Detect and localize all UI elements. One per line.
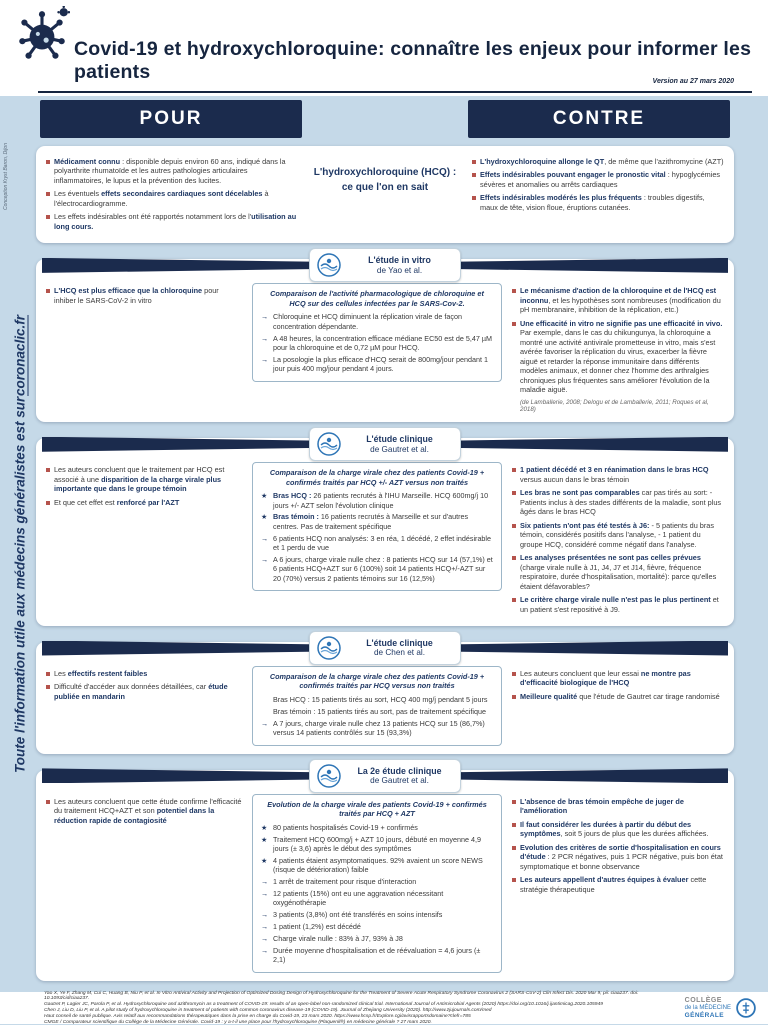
list-item: Les éventuels effets secondaires cardiaques sont décelables à l'électrocardiogramme. [46,189,298,208]
list-item: Il faut considérer les durées à partir du début des symptômes, soit 5 jours de plus que les durées affichées. [512,820,724,839]
bullet-square-icon [512,672,516,676]
reference-line: CMGE / Comparateur scientifique du Collège de la Médecine Générale. Covid-19 : y a-t-il une place pour l'hydroxychloroquine (Plaquenil®) en médecine générale ? 27 mars 2020. [44,1019,432,1025]
bullet-square-icon [512,823,516,827]
list-item: Effets indésirables modérés les plus fréquents : troubles digestifs, maux de tête, vision floue, éruptions cutanées. [472,193,724,212]
bullet-square-icon [46,215,50,219]
page-header [0,0,768,96]
study-title: L'étude clinique de Gautret et al. [366,434,433,454]
study-badge [309,427,461,461]
list-item: Le critère charge virale nulle n'est pas le plus pertinent et un patient s'est repositivé à J9. [512,595,724,614]
page-title: Covid-19 et hydroxychloroquine: connaître les enjeux pour informer les patients [74,38,752,83]
pour-column [46,666,242,746]
list-item: Médicament connu : disponible depuis environ 60 ans, indiqué dans la polyarthrite rhumatoïde et les autres pathologies articulaires inflammatoires, le lupus et la prévention des lucites. [46,157,298,185]
study-banner [42,427,728,461]
study-finding: → 1 arrêt de traitement pour risque d'interaction [261,877,417,887]
banner-wing-left [42,768,309,783]
list-item: Une efficacité in vitro ne signifie pas une efficacité in vivo. Par exemple, dans le cas du chikungunya, la chloroquine a montré une activité antivirale prometteuse in vitro, mais s'est avérée favoriser la réplication du virus, exacerber la fièvre aiguë et retarder la réponse immunitaire dans différents modèles animaux, et donner chez l'homme des arthralgies chroniques plus fréquentes sans améliorer l'évolution de la maladie aiguë. [512,319,724,395]
bullet-square-icon [512,524,516,528]
study-finding: → Chloroquine et HCQ diminuent la réplication virale de façon concentration dépendante. [261,312,462,331]
bullet-square-icon [512,491,516,495]
list-item: Meilleure qualité que l'étude de Gautret car tirage randomisé [512,692,724,701]
bullet-square-icon [46,800,50,804]
page-footer [0,992,768,1024]
banner-wing-right [461,768,728,783]
list-item: 1 patient décédé et 3 en réanimation dans le bras HCQ versus aucun dans le bras témoin [512,465,724,484]
contre-column [472,154,724,235]
bullet-square-icon [512,695,516,699]
reference-line: Gautret P, Lagier JC, Parola P, et al. Hydroxychloroquine and azithromycin as a treatment of COVID-19: results of an open-label non-randomized clinical trial. International Journal of Antimicrobial Agents (2020) https://doi.org/10.1016/j.ijantimicag.2020.105949 [44,1002,603,1008]
institute-logo-icon [317,636,341,660]
bullet-square-icon [46,192,50,196]
section-yao-study [36,255,734,422]
study-finding: ★ 80 patients hospitalisés Covid-19 + confirmés [261,822,418,832]
section-gautret-study [36,434,734,626]
pour-header: POUR [40,100,302,138]
study-finding: → Charge virale nulle : 83% à J7, 93% à J8 [261,933,403,943]
list-item: Les analyses présentées ne sont pas celles prévues (charge virale nulle à J1, J4, J7 et J14, fièvre, fréquence respiratoire, durée d'hospitalisation, mortalité): parce qu'elles étaient défavorables? [512,553,724,591]
pour-contre-bar [36,100,734,138]
list-item: Six patients n'ont pas été testés à J6: - 5 patients du bras témoin, considérés positifs dans l'analyse, - 1 patient du groupe HCQ, considéré comme négatif dans l'analyse. [512,521,724,549]
bullet-square-icon [512,322,516,326]
study-title: L'étude in vitro de Yao et al. [368,255,431,275]
bullet-square-icon [512,878,516,882]
banner-wing-left [42,258,309,273]
study-finding: ★ Bras HCQ : 26 patients recrutés à l'IHU Marseille. HCQ 600mg/j 10 jours +/- AZT selon l'évolution clinique [261,491,489,510]
ihu-mediterranee-infection-logo-icon [317,764,341,788]
bullet-square-icon [472,173,476,177]
bullet-square-icon [46,685,50,689]
study-finding: → La posologie la plus efficace d'HCQ serait de 800mg/jour pendant 1 jour puis 400 mg/jour pendant 4 jours. [261,354,489,374]
references [44,991,675,1025]
bullet-square-icon [46,468,50,472]
banner-wing-right [461,437,728,452]
study-summary-box: Comparaison de la charge virale chez des patients Covid-19 + confirmés traités par HCQ +/- AZT versus non traités ★ Bras HCQ : 26 patients recrutés à l'IHU Marseille. HCQ 600mg/j 10 jours +/- AZT selon l'évolution clinique ★ Bras témoin : 16 patients recrutés à Marseille et sur d'autres centres. Pas de traitement spécifique → 6 patients HCQ non analysés: 3 en réa, 1 décédé, 2 effet indésirable et 1 perdu de vue → A 6 jours, charge virale nulle chez : 8 patients HCQ sur 14 (57,1%) et 6 patients HCQ+AZT sur 6 (100%) soit 14 patients HCQ+/-AZT sur 20 (70%) versus 2 patients témoins sur 16 (12,5%) [252,462,502,591]
list-item: Le mécanisme d'action de la chloroquine et de l'HCQ est inconnu, et les hypothèses sont nombreuses (modification du pH membranaire, inhibition de la réplication, etc.) [512,286,724,314]
sidebar-coronaclic-banner: Toute l'information utile aux médecins généralistes est sur coronaclic.fr [12,315,28,773]
bullet-square-icon [512,289,516,293]
pour-column [46,283,242,414]
study-finding: → 1 patient (1,2%) est décédé [261,922,361,932]
banner-wing-right [461,258,728,273]
contre-column [512,794,724,973]
bullet-square-icon [46,672,50,676]
list-item: Les auteurs concluent que le traitement par HCQ est associé à une disparition de la charge virale plus importante que dans le groupe témoin [46,465,242,493]
pour-column [46,154,298,235]
bullet-square-icon [46,501,50,505]
credit-label: Conception Kryst Baron, Dijon [3,143,9,210]
study-banner [42,759,728,793]
study-badge [309,248,461,282]
ihu-mediterranee-infection-logo-icon [317,432,341,456]
college-medecine-generale-logo [685,997,756,1018]
main-content [36,100,734,981]
study-finding: → 12 patients (15%) ont eu une aggravation nécessitant oxygénothérapie [261,889,444,908]
list-item: Effets indésirables pouvant engager le pronostic vital : hypoglycémies sévères et anomalies ou arrêts cardiaques [472,170,724,189]
bullet-square-icon [512,468,516,472]
bullet-square-icon [472,160,476,164]
pour-column [46,794,242,973]
list-item: Les bras ne sont pas comparables car pas tirés au sort: - Patients inclus à des stades différents de la maladie, sont plus âgés dans le bras HCQ [512,488,724,516]
study-summary-box: Comparaison de la charge virale chez des patients Covid-19 + confirmés traités par HCQ versus non traités Bras HCQ : 15 patients tirés au sort, HCQ 400 mg/j pendant 5 jours Bras témoin : 15 patients tirés au sort, pas de traitement spécifique → A 7 jours, charge virale nulle chez 13 patients HCQ sur 15 (86,7%) versus 14 patients contrôlés sur 15 (93,3%) [252,666,502,746]
list-item: Les effets indésirables ont été rapportés notamment lors de l'utilisation au long cours. [46,212,298,231]
section-gautret2-study [36,765,734,981]
reference-line: Yao X, Ye F, Zhang M, Cui C, Huang B, Niu P, et al. In Vitro Antiviral Activity and Projection of Optimized Dosing Design of Hydroxychloroquine for the Treatment of Severe Acute Respiratory Syndrome Coronavirus 2 (SARS-CoV-2) Clin Infect Dis. 2020 Mar 9; pii: ciaa237. doi: 10.1093/cid/ciaa237. [44,990,639,1002]
contre-column [512,462,724,618]
study-finding: → 3 patients (3,8%) ont été transférés en soins intensifs [261,910,443,920]
bullet-square-icon [512,556,516,560]
list-item: L'absence de bras témoin empêche de juger de l'amélioration [512,797,724,816]
coronaclic-link: coronaclic.fr [12,315,28,397]
study-title: L'étude clinique de Chen et al. [366,637,433,658]
list-item: L'HCQ est plus efficace que la chloroquine pour inhiber le SARS-CoV-2 in vitro [46,286,242,305]
caduceus-icon [736,998,756,1018]
version-label: Version au 27 mars 2020 [652,78,734,85]
list-item: Difficulté d'accéder aux données détaillées, car étude publiée en mandarin [46,682,242,701]
header-divider [38,91,752,93]
reference-line: Chen J, Liu D, Liu P, et al. A pilot study of hydroxychloroquine in treatment of patients with common coronavirus disease-19 (COVID-19). Journal of Zhejiang University (2020). http://www.zjujournals.com/med [44,1008,492,1013]
study-finding: Bras témoin : 15 patients tirés au sort, pas de traitement spécifique [273,706,486,716]
section-hcq-overview [36,146,734,243]
study-title: La 2e étude clinique de Gautret et al. [357,765,442,786]
bullet-square-icon [46,289,50,293]
section-chen-study [36,637,734,754]
study-banner [42,631,728,665]
overview-title: L'hydroxychloroquine (HCQ) : ce que l'on en sait [313,167,457,193]
institute-logo-icon [317,253,341,277]
banner-wing-left [42,641,309,656]
study-badge [309,759,461,793]
pour-column [46,462,242,618]
list-item: Evolution des critères de sortie d'hospitalisation en cours d'étude : 2 PCR négatives, puis 1 PCR négative, puis bon état symptomatique et bonne observance [512,843,724,871]
bullet-square-icon [46,160,50,164]
list-item: Les auteurs appellent d'autres équipes à évaluer cette stratégie thérapeutique [512,875,724,894]
study-summary-box: Evolution de la charge virale des patients Covid-19 + confirmés traités par HCQ + AZT ★ 80 patients hospitalisés Covid-19 + confirmés ★ Traitement HCQ 600mg/j + AZT 10 jours, débuté en moyenne 4,9 jours (± 3,6) après le début des symptômes ★ 4 patients étaient asymptomatiques. 92% avaient un score NEWS (risque de détérioration) faible → 1 arrêt de traitement pour risque d'interaction → 12 patients (15%) ont eu une aggravation nécessitant oxygénothérapie → 3 patients (3,8%) ont été transférés en soins intensifs → 1 patient (1,2%) est décédé → Charge virale nulle : 83% à J7, 93% à J8 → Durée moyenne d'hospitalisation et de réévaluation = 4,6 jours (± 2,1) [252,794,502,973]
list-item: Et que cet effet est renforcé par l'AZT [46,498,242,507]
bullet-square-icon [512,800,516,804]
list-item: Les auteurs concluent que cette étude confirme l'efficacité du traitement HCQ+AZT et son potentiel dans la réduction rapide de contagiosité [46,797,242,825]
bullet-square-icon [512,846,516,850]
study-finding: → 6 patients HCQ non analysés: 3 en réa, 1 décédé, 2 effet indésirable et 1 perdu de vue [261,533,492,552]
bullet-square-icon [512,598,516,602]
reference-line: Haut conseil de santé publique. Avis relatif aux recommandations thérapeutiques dans la prise en charge du Covid-19, 23 mars 2020. https://www.hcsp.fr/Explore.cgi/avisrapportsdomaine?clefr=785 [44,1013,471,1019]
list-item: Les effectifs restent faibles [46,669,242,678]
bullet-square-icon [472,196,476,200]
contre-column [512,283,724,414]
study-finding: ★ Traitement HCQ 600mg/j + AZT 10 jours, débuté en moyenne 4,9 jours (± 3,6) après le début des symptômes [261,834,481,854]
college-logo-text: COLLÈGE de la MÉDECINE GÉNÉRALE [684,997,731,1019]
banner-wing-right [461,641,728,656]
contre-column [512,666,724,746]
study-banner [42,248,728,282]
virus-icon [14,6,70,66]
study-finding: → A 7 jours, charge virale nulle chez 13 patients HCQ sur 15 (86,7%) versus 14 patients contrôlés sur 15 (93,3%) [261,718,485,738]
study-summary-box: Comparaison de l'activité pharmacologique de chloroquine et HCQ sur des cellules infectées par le SARS-Cov-2. → Chloroquine et HCQ diminuent la réplication virale de façon concentration dépendante. → A 48 heures, la concentration efficace médiane EC50 est de 5,47 µM pour la chloroquine et de 0,72 µM pour l'HCQ. → La posologie la plus efficace d'HCQ serait de 800mg/jour pendant 1 jour puis 400 mg/jour pendant 4 jours. [252,283,502,382]
study-finding: → A 6 jours, charge virale nulle chez : 8 patients HCQ sur 14 (57,1%) et 6 patients HCQ+AZT sur 6 (100%) soit 14 patients HCQ+/-AZT sur 20 (70%) versus 2 patients témoins sur 16 (12,5%) [261,554,493,583]
study-finding: ★ 4 patients étaient asymptomatiques. 92% avaient un score NEWS (risque de détérioration) faible [261,855,483,875]
citation-note: (de Lamballerie, 2008; Delogu et de Lamballerie, 2011; Roques et al, 2018) [520,398,709,414]
study-finding: → A 48 heures, la concentration efficace médiane EC50 est de 5,47 µM pour la chloroquine et de 0,72 µM pour l'HCQ. [261,333,492,352]
contre-header: CONTRE [468,100,730,138]
study-finding: Bras HCQ : 15 patients tirés au sort, HCQ 400 mg/j pendant 5 jours [273,694,488,704]
list-item: L'hydroxychloroquine allonge le QT, de même que l'azithromycine (AZT) [472,157,724,166]
banner-wing-left [42,437,309,452]
study-badge [309,631,461,665]
list-item: Les auteurs concluent que leur essai ne montre pas d'efficacité biologique de l'HCQ [512,669,724,688]
study-finding: ★ Bras témoin : 16 patients recrutés à Marseille et sur d'autres centres. Pas de traitement spécifique [261,512,469,531]
study-finding: → Durée moyenne d'hospitalisation et de réévaluation = 4,6 jours (± 2,1) [261,945,481,965]
